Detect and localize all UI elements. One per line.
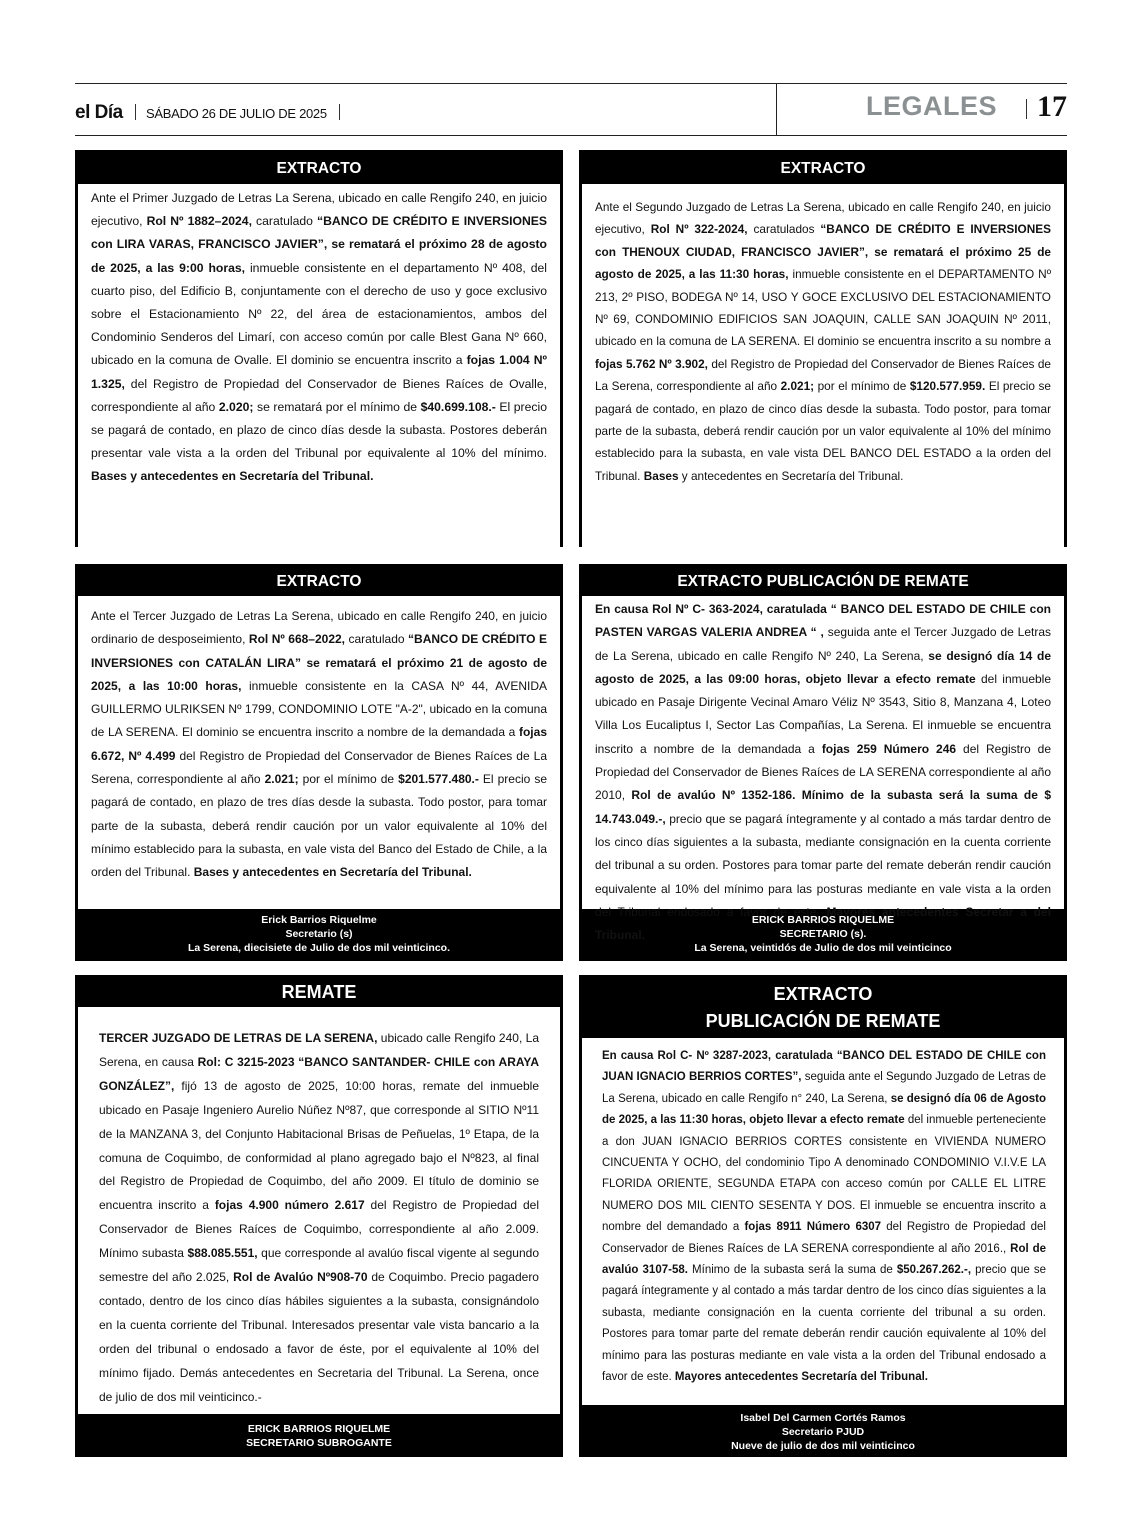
body-text: El precio se pagará de contado, en plazo de cinco días desde la subasta. Postores deberán presentar vale vista a la orden del Tribunal por equivalente al 10% del mínimo. bbox=[91, 399, 547, 461]
body-text: que corresponde al avalúo fiscal vigente al segundo semestre del año 2.025, bbox=[99, 1246, 539, 1285]
bold-text: $201.577.480.- bbox=[398, 772, 479, 787]
body-text: Ante el Primer Juzgado de Letras La Serena, ubicado en calle Rengifo 240, en juicio ejecutivo, bbox=[91, 191, 547, 229]
body-text: precio que se pagará íntegramente y al contado a más tardar dentro de los cinco días siguientes a la subasta, mediante consignación en la cuenta corriente del tribunal a su orden. Postores para tomar parte del remate deberán rendir caución equivalente al 10% del mínimo para las posturas mediante en vale vista a la orden del Tribunal endosado a favor de este. bbox=[602, 1264, 1046, 1384]
body-text: caratulado bbox=[345, 632, 409, 647]
notice-title: EXTRACTO PUBLICACIÓN DE REMATE bbox=[677, 573, 969, 590]
signature-line: Erick Barrios Riquelme bbox=[261, 914, 377, 926]
notice-title: EXTRACTO bbox=[276, 573, 362, 590]
page-number: 17 bbox=[1037, 90, 1067, 123]
notice-title-line: PUBLICACIÓN DE REMATE bbox=[705, 1011, 941, 1031]
signature-line: Secretario PJUD bbox=[277, 514, 361, 526]
body-text: del inmueble ubicado en Pasaje Dirigente Vecinal Amaro Véliz Nº 3543, Sitio 8, Manzana 4, Loteo Villa Los Eucaliptus I, Sector Las Compañías, La Serena. El inmueble se encuentra inscrito a nombre de la demandada a bbox=[595, 671, 1052, 756]
bold-text: fojas 8911 Número 6307 bbox=[744, 1221, 882, 1234]
body-text: Mínimo de la subasta será la suma de bbox=[687, 1264, 897, 1277]
signature-line: Nueve de julio de dos mil veinticinco bbox=[731, 1440, 915, 1452]
signature-line: La Serena, diecisiete de Julio de dos mil veinticinco. bbox=[187, 942, 450, 954]
body-text: inmueble consistente en la CASA Nº 44, AVENIDA GUILLERMO ULRIKSEN Nº 1799, CONDOMINIO LOTE "A-2", ubicado en la comuna de LA SERENA. El dominio se encuentra inscrito a nombre de la demandada a bbox=[91, 678, 547, 740]
body-text: inmueble consistente en el departamento Nº 408, del cuarto piso, del Edificio B, conjuntamente con el derecho de uso y goce exclusivo sobre el Estacionamiento Nº 22, del área de estacionamientos, ambos del Condominio Senderos del Limarí, con acceso común por calle Blest Gana Nº 660, ubicado en la comuna de Ovalle. El dominio se encuentra inscrito a bbox=[91, 260, 548, 368]
bold-text: “BANCO DE CRÉDITO E INVERSIONES con LIRA VARAS, FRANCISCO JAVIER”, se rematará el próximo 28 de agosto de 2025, a las 9:00 horas, bbox=[91, 214, 548, 275]
bold-text: fojas 4.900 número 2.617 bbox=[214, 1198, 365, 1213]
legal-notice bbox=[75, 564, 563, 961]
body-text: del Registro de Propiedad del Conservador de Bienes Raíces de La Serena, correspondiente al año bbox=[595, 356, 1051, 394]
body-text: de Coquimbo. Precio pagadero contado, dentro de los cinco días hábiles siguientes a la subasta, consignándolo en la cuenta corriente del Tribunal. Interesados presentar vale vista bancario a la orden del tribunal o endosado a favor de éste, por el equivalente al 10% del mínimo fijado. Demás antecedentes en Secretaria del Tribunal. La Serena, once de julio de dos mil veinticinco.- bbox=[99, 1270, 539, 1404]
masthead bbox=[75, 83, 1067, 136]
divider bbox=[776, 84, 777, 135]
bold-text: fojas 1.004 Nº 1.325, bbox=[91, 353, 547, 391]
bold-text: $50.267.262.-, bbox=[896, 1264, 972, 1277]
body-text: ubicado calle Rengifo 240, La Serena, en causa bbox=[99, 1031, 539, 1069]
newspaper-logo: el Día bbox=[75, 102, 123, 123]
bold-text: Mayores antecedentes Secretaría del Tribunal. bbox=[674, 1371, 928, 1384]
bold-text: Rol Nº 322-2024, bbox=[650, 222, 748, 237]
section-title: LEGALES bbox=[865, 91, 997, 121]
bold-text: Bases y antecedentes en Secretaría del Tribunal. bbox=[193, 865, 472, 880]
body-text: del Registro de Propiedad del Conservador de Bienes Raíces de LA SERENA correspondiente al año 2016., bbox=[602, 1221, 1046, 1255]
bold-text: Mayores antecedentes Secretar a del Tribunal. bbox=[595, 904, 1051, 943]
bold-text: fojas 6.672, Nº 4.499 bbox=[91, 725, 547, 763]
bold-text: Rol de avalúo Nº 1352-186. Mínimo de la subasta será la suma de $ 14.743.049.-, bbox=[595, 788, 1051, 826]
body-text: del Registro de Propiedad del Conservador de Bienes Raíces de Ovalle, correspondiente al año bbox=[91, 376, 547, 414]
bold-text: 2.021; bbox=[780, 379, 815, 394]
notice-title: EXTRACTO bbox=[780, 160, 866, 177]
signature-line: SECRETARIO (s). bbox=[779, 928, 867, 940]
notice-signature bbox=[75, 1422, 563, 1450]
bold-text: 2.021; bbox=[264, 772, 299, 787]
bold-text: Rol: C 3215-2023 “BANCO SANTANDER- CHILE con ARAYA GONZÁLEZ”, bbox=[99, 1054, 539, 1093]
bold-text: fojas 5.762 Nº 3.902, bbox=[595, 356, 708, 371]
body-text: del inmueble perteneciente a don JUAN IGNACIO BERRIOS CORTES consistente en VIVIENDA NUMERO CINCUENTA Y OCHO, del condominio Tipo A denominado CONDOMINIO V.I.V.E LA FLORIDA ORIENTE, SEGUNDA ETAPA con acceso común por CALLE EL LITRE NUMERO DOS MIL CIENTO SESENTA Y DOS. El inmueble se encuentra inscrito a nombre del demandado a bbox=[602, 1114, 1046, 1234]
legal-notice bbox=[75, 150, 563, 547]
bold-text: Rol de avalúo 3107-58. bbox=[602, 1242, 1047, 1277]
bold-text: “BANCO DE CRÉDITO E INVERSIONES con THENOUX CIUDAD, FRANCISCO JAVIER”, se rematará el próximo 25 de agosto de 2025, a las 11:30 horas, bbox=[595, 222, 1051, 282]
signature-line: Isabel Del Carmen Cortés Ramos bbox=[740, 1412, 906, 1424]
body-text: por el mínimo de bbox=[298, 772, 399, 787]
legal-notice bbox=[579, 975, 1067, 1457]
bold-text: se designó día 06 de Agosto de 2025, a las 11:30 horas, objeto llevar a efecto remate bbox=[602, 1092, 1046, 1127]
notice-signature bbox=[579, 913, 1067, 955]
bold-text: TERCER JUZGADO DE LETRAS DE LA SERENA, bbox=[99, 1031, 378, 1045]
body-text: y antecedentes en Secretaría del Tribunal. bbox=[678, 468, 904, 483]
notice-body bbox=[78, 1007, 560, 1414]
bold-text: $88.085.551, bbox=[187, 1246, 258, 1261]
bold-text: Bases y antecedentes en Secretaría del Tribunal. bbox=[91, 469, 374, 484]
legal-notice bbox=[579, 150, 1067, 547]
notice-signature bbox=[75, 913, 563, 955]
body-text: El precio se pagará de contado, en plazo de tres días desde la subasta. Todo postor, para tomar parte de la subasta, deberá rendir caución por un valor equivalente al 10% del mínimo establecido para la subasta, en vale vista del Banco del Estado de Chile, a la orden del Tribunal. bbox=[91, 772, 548, 880]
body-text: caratulado bbox=[251, 214, 318, 229]
bold-text: Rol Nº 668–2022, bbox=[248, 632, 346, 647]
signature-line: ERICK BARRIOS RIQUELME bbox=[751, 914, 895, 926]
divider bbox=[339, 104, 340, 120]
issue-date: SÁBADO 26 DE JULIO DE 2025 bbox=[146, 106, 327, 121]
notice-signature bbox=[579, 1411, 1067, 1453]
notice-title bbox=[579, 975, 1067, 1038]
signature-line: Diecinueve de julio de dos mil veinticinco bbox=[215, 528, 423, 540]
notice-signature bbox=[75, 499, 563, 541]
body-text: fijó 13 de agosto de 2025, 10:00 horas, remate del inmueble ubicado en Pasaje Ingeniero Aurelio Núñez Nº87, que corresponde al SITIO Nº11 de la MANZANA 3, del Conjunto Habitacional Brisas de Peñuelas, 1º Etapa, de la comuna de Coquimbo, de conformidad al plano agregado bajo el Nº823, al final del Registro de Propiedad de Coquimbo, del año 2009. El título de dominio se encuentra inscrito a bbox=[99, 1078, 539, 1213]
body-text: del Registro de Propiedad del Conservador de Bienes Raíces de La Serena, correspondiente al año bbox=[91, 748, 548, 787]
signature-line: La Serena, veintidós de Julio de dos mil veinticinco bbox=[694, 942, 952, 954]
bold-text: Bases bbox=[643, 468, 679, 483]
body-text: Ante el Segundo Juzgado de Letras La Serena, ubicado en calle Rengifo 240, en juicio ejecutivo, bbox=[595, 200, 1051, 237]
bold-text: 2.020; bbox=[218, 399, 254, 414]
signature-line: Veintiuno de julio de dos mil veinticinco bbox=[723, 528, 923, 540]
signature-line: SECRETARIO SUBROGANTE bbox=[246, 1437, 392, 1449]
divider bbox=[135, 104, 136, 120]
signature-line: Secretario (s) bbox=[285, 928, 353, 940]
body-text: por el mínimo de bbox=[814, 379, 910, 394]
body-text: seguida ante el Tercer Juzgado de Letras de La Serena, ubicado en calle Rengifo Nº 240, La Serena, bbox=[595, 625, 1052, 663]
signature-line: Secretario PJUD bbox=[781, 1426, 865, 1438]
body-text: El precio se pagará de contado, en plazo de cinco días desde la subasta. Todo postor, para tomar parte de la subasta, deberá rendir caución por un valor equivalente al 10% del mínimo establecido para la subasta, en vale vista DEL BANCO DEL ESTADO a la orden del Tribunal. bbox=[595, 379, 1051, 483]
signature-line: Isabel del Carmen Cortés Ramos bbox=[741, 500, 905, 512]
notice-title: REMATE bbox=[281, 982, 357, 1002]
bold-text: “BANCO DE CRÉDITO E INVERSIONES con CATALÁN LIRA” se rematará el próximo 21 de agosto de 2025, a las 10:00 horas, bbox=[91, 632, 547, 693]
body-text: inmueble consistente en el DEPARTAMENTO Nº 213, 2º PISO, BODEGA Nº 14, USO Y GOCE EXCLUSIVO DEL ESTACIONAMIENTO Nº 69, CONDOMINIO EDIFICIOS SAN JOAQUIN, CALLE SAN JOAQUIN Nº 2011, ubicado en la comuna de LA SERENA. El dominio se encuentra inscrito a su nombre a bbox=[595, 267, 1051, 349]
signature-line: Ingrid Marlene Ebner Rojas bbox=[251, 500, 387, 512]
notice-signature bbox=[579, 499, 1067, 541]
legal-notice bbox=[579, 564, 1067, 961]
signature-line: ERICK BARRIOS RIQUELME bbox=[247, 1423, 391, 1435]
body-text: Ante el Tercer Juzgado de Letras La Serena, ubicado en calle Rengifo 240, en juicio ordinario de desposeimiento, bbox=[91, 609, 547, 647]
bold-text: $40.699.108.- bbox=[420, 399, 496, 414]
body-text: del Registro de Propiedad del Conservador de Bienes Raíces de Coquimbo, correspondiente al año 2.009. Mínimo subasta bbox=[99, 1198, 539, 1261]
bold-text: En causa Rol C- Nº 3287-2023, caratulada “BANCO DEL ESTADO DE CHILE con JUAN IGNACIO BERRIOS CORTES”, bbox=[602, 1050, 1046, 1084]
body-text: del Registro de Propiedad del Conservador de Bienes Raíces de LA SERENA correspondiente al año 2010, bbox=[595, 741, 1051, 803]
divider bbox=[1026, 99, 1027, 119]
body-text: caratulados bbox=[747, 222, 821, 237]
bold-text: Rol Nº 1882–2024, bbox=[146, 214, 252, 229]
bold-text: se designó día 14 de agosto de 2025, a las 09:00 horas, objeto llevar a efecto remate bbox=[595, 648, 1052, 686]
bold-text: Rol de Avalúo Nº908-70 bbox=[233, 1270, 368, 1285]
notice-body bbox=[582, 1038, 1064, 1405]
bold-text: fojas 259 Número 246 bbox=[821, 741, 957, 756]
body-text: seguida ante el Segundo Juzgado de Letras de La Serena, ubicado en calle Rengifo n° 240, La Serena, bbox=[602, 1071, 1046, 1105]
notice-body bbox=[78, 596, 560, 909]
notice-title: EXTRACTO bbox=[276, 160, 362, 177]
body-text: se rematará por el mínimo de bbox=[253, 399, 421, 414]
legal-notice bbox=[75, 975, 563, 1457]
notice-title-line: EXTRACTO bbox=[773, 984, 873, 1004]
bold-text: En causa Rol Nº C- 363-2024, caratulada “ BANCO DEL ESTADO DE CHILE con PASTEN VARGAS VALERIA ANDREA “ , bbox=[595, 602, 1051, 640]
body-text: precio que se pagará íntegramente y al contado a más tardar dentro de los cinco días siguientes a la subasta, mediante consignación en la cuenta corriente del tribunal a su orden. Postores para tomar parte del remate deberán rendir caución equivalente al 10% del mínimo para las posturas mediante en vale vista a la orden del Tribunal endosado a favor de este. bbox=[595, 811, 1051, 919]
bold-text: $120.577.959. bbox=[909, 379, 986, 394]
signature-line: Secretario PJUD bbox=[781, 514, 865, 526]
